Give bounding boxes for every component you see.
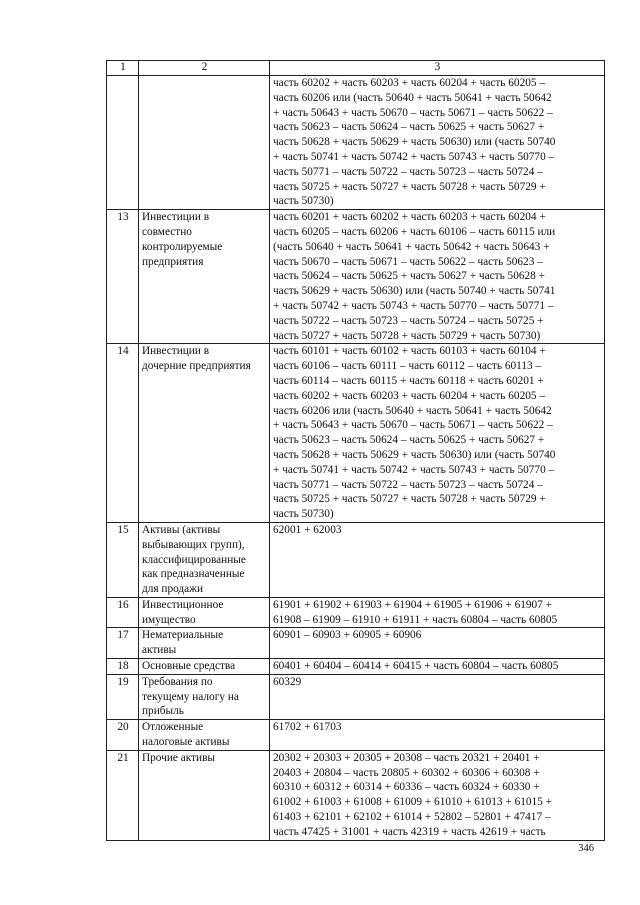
table-header-row	[107, 61, 605, 76]
table-row	[107, 659, 605, 675]
row-item-name: Инвестиционное имущество	[139, 597, 270, 628]
table-row	[107, 76, 605, 210]
row-account-formula: часть 60101 + часть 60102 + часть 60103 + часть 60104 + часть 60106 – часть 60111 – часть 60112 – часть 60113 – часть 60114 – часть 60115 + часть 60118 + часть 60201 + часть 60202 + часть 60203 + часть 60204 + часть 60205 – часть 60206 или (часть 50640 + часть 50641 + часть 50642 + часть 50643 + часть 50670 – часть 50671 – часть 50622 – часть 50623 – часть 50624 – часть 50625 + часть 50627 + часть 50628 + часть 50629 + часть 50630) или (часть 50740 + часть 50741 + часть 50742 + часть 50743 + часть 50770 – часть 50771 – часть 50722 – часть 50723 – часть 50724 – часть 50725 + часть 50727 + часть 50728 + часть 50729 + часть 50730)	[270, 344, 605, 523]
column-header-2: 2	[139, 61, 270, 76]
row-item-name: Отложенные налоговые активы	[139, 720, 270, 751]
row-number: 20	[107, 720, 139, 751]
row-item-name: Основные средства	[139, 659, 270, 675]
table-row	[107, 720, 605, 751]
row-item-name: Инвестиции в дочерние предприятия	[139, 344, 270, 523]
row-number: 18	[107, 659, 139, 675]
row-number: 15	[107, 522, 139, 597]
table-row	[107, 597, 605, 628]
table-row	[107, 210, 605, 344]
assets-mapping-table	[106, 60, 605, 841]
table-row	[107, 522, 605, 597]
row-number: 14	[107, 344, 139, 523]
row-item-name: Инвестиции в совместно контролируемые предприятия	[139, 210, 270, 344]
row-number: 13	[107, 210, 139, 344]
table-row	[107, 628, 605, 659]
row-account-formula: 60901 – 60903 + 60905 + 60906	[270, 628, 605, 659]
row-number: 16	[107, 597, 139, 628]
row-account-formula: 61702 + 61703	[270, 720, 605, 751]
table-row	[107, 674, 605, 719]
row-number	[107, 76, 139, 210]
column-header-1: 1	[107, 61, 139, 76]
page-number: 346	[578, 843, 594, 854]
table-row	[107, 750, 605, 840]
row-number: 19	[107, 674, 139, 719]
row-account-formula: 20302 + 20303 + 20305 + 20308 – часть 20321 + 20401 + 20403 + 20804 – часть 20805 + 60302 + 60306 + 60308 + 60310 + 60312 + 60314 + 60336 – часть 60324 + 60330 + 61002 + 61003 + 61008 + 61009 + 61010 + 61013 + 61015 + 61403 + 62101 + 62102 + 61014 + 52802 – 52801 + 47417 – часть 47425 + 31001 + часть 42319 + часть 42619 + часть	[270, 750, 605, 840]
row-account-formula: 62001 + 62003	[270, 522, 605, 597]
column-header-3: 3	[270, 61, 605, 76]
row-account-formula: часть 60202 + часть 60203 + часть 60204 + часть 60205 – часть 60206 или (часть 50640 + часть 50641 + часть 50642 + часть 50643 + часть 50670 – часть 50671 – часть 50622 – часть 50623 – часть 50624 – часть 50625 + часть 50627 + часть 50628 + часть 50629 + часть 50630) или (часть 50740 + часть 50741 + часть 50742 + часть 50743 + часть 50770 – часть 50771 – часть 50722 – часть 50723 – часть 50724 – часть 50725 + часть 50727 + часть 50728 + часть 50729 + часть 50730)	[270, 76, 605, 210]
row-number: 21	[107, 750, 139, 840]
table-row	[107, 344, 605, 523]
row-account-formula: 60329	[270, 674, 605, 719]
row-number: 17	[107, 628, 139, 659]
row-item-name: Активы (активы выбывающих групп), классифицированные как предназначенные для продажи	[139, 522, 270, 597]
row-item-name: Прочие активы	[139, 750, 270, 840]
row-item-name: Требования по текущему налогу на прибыль	[139, 674, 270, 719]
row-account-formula: 60401 + 60404 – 60414 + 60415 + часть 60804 – часть 60805	[270, 659, 605, 675]
row-account-formula: часть 60201 + часть 60202 + часть 60203 + часть 60204 + часть 60205 – часть 60206 + часть 60106 – часть 60115 или (часть 50640 + часть 50641 + часть 50642 + часть 50643 + часть 50670 – часть 50671 – часть 50622 – часть 50623 – часть 50624 – часть 50625 + часть 50627 + часть 50628 + часть 50629 + часть 50630) или (часть 50740 + часть 50741 + часть 50742 + часть 50743 + часть 50770 – часть 50771 – часть 50722 – часть 50723 – часть 50724 – часть 50725 + часть 50727 + часть 50728 + часть 50729 + часть 50730)	[270, 210, 605, 344]
row-item-name: Нематериальные активы	[139, 628, 270, 659]
row-account-formula: 61901 + 61902 + 61903 + 61904 + 61905 + 61906 + 61907 + 61908 – 61909 – 61910 + 61911 + часть 60804 – часть 60805	[270, 597, 605, 628]
row-item-name	[139, 76, 270, 210]
